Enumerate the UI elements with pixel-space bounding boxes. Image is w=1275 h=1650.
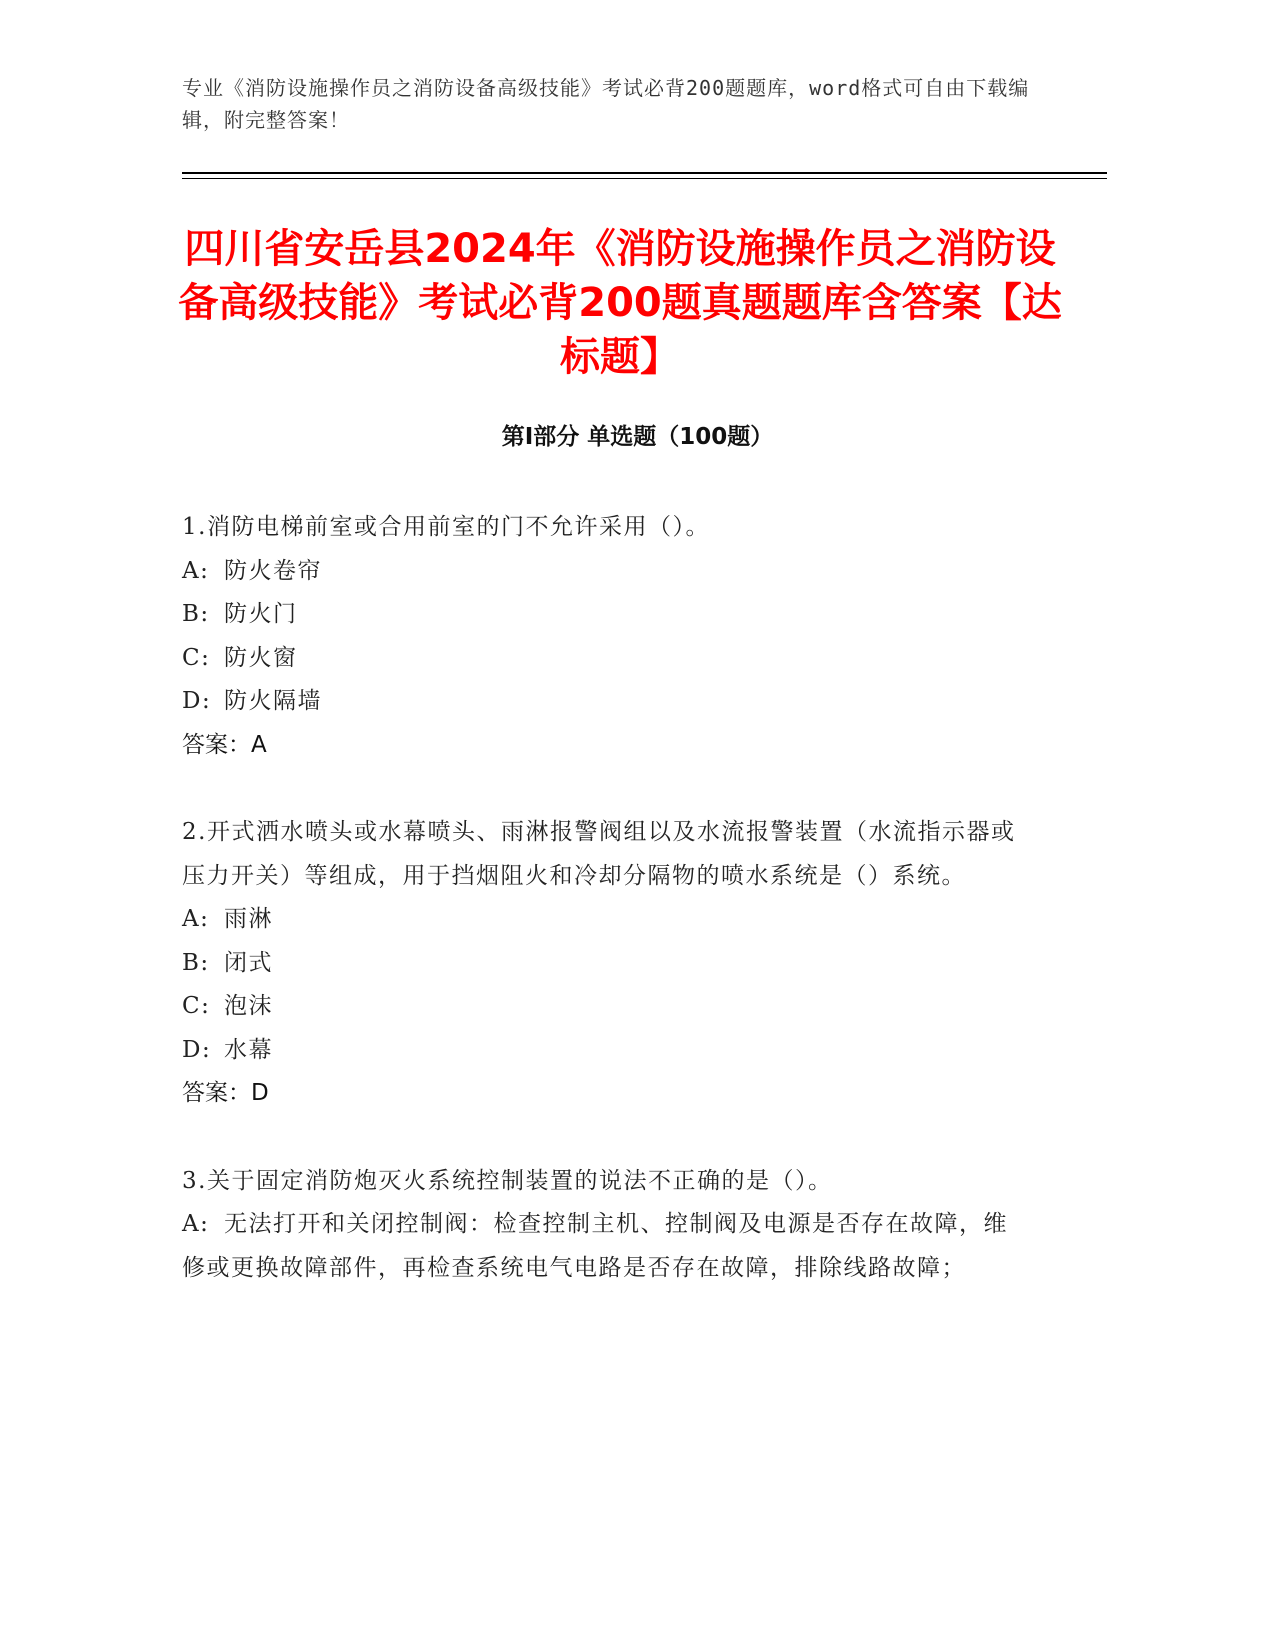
header-note: 专业《消防设施操作员之消防设备高级技能》考试必背200题题库，word格式可自由下载编辑，附完整答案！ — [182, 76, 1030, 132]
document-title: 四川省安岳县2024年《消防设施操作员之消防设备高级技能》考试必背200题真题题库含答案【达标题】 — [178, 226, 1062, 380]
question-2 — [182, 811, 1032, 1116]
option-text: 水幕 — [224, 1036, 273, 1063]
option-c — [182, 637, 1032, 681]
option-letter: B: — [182, 601, 210, 627]
answer-line: 答案：A — [182, 731, 267, 758]
option-d — [182, 1029, 1032, 1073]
option-text: 雨淋 — [224, 906, 273, 932]
option-text: 防火门 — [224, 601, 298, 627]
option-letter: A: — [182, 557, 210, 584]
header-divider-thick — [182, 172, 1107, 174]
option-a — [182, 898, 1032, 942]
option-text: 泡沫 — [224, 993, 273, 1019]
question-list — [182, 506, 1032, 1334]
question-text: 3.关于固定消防炮灭火系统控制装置的说法不正确的是（）。 — [182, 1167, 833, 1194]
option-letter: D: — [182, 688, 212, 714]
option-text: 防火卷帘 — [224, 557, 322, 584]
option-d — [182, 680, 1032, 724]
option-a — [182, 550, 1032, 594]
question-3 — [182, 1160, 1032, 1291]
option-letter: D: — [182, 1036, 212, 1063]
option-b — [182, 942, 1032, 986]
question-1 — [182, 506, 1032, 767]
question-text: 2.开式洒水喷头或水幕喷头、雨淋报警阀组以及水流报警装置（水流指示器或压力开关）等组成，用于挡烟阻火和冷却分隔物的喷水系统是（）系统。 — [182, 819, 1016, 889]
option-letter: B: — [182, 949, 210, 976]
option-b — [182, 593, 1032, 637]
option-letter: C: — [182, 993, 211, 1019]
option-text: 闭式 — [224, 949, 273, 976]
option-a — [182, 1203, 1032, 1290]
option-text: 防火窗 — [224, 644, 298, 671]
option-letter: A: — [182, 906, 210, 932]
option-text: 无法打开和关闭控制阀：检查控制主机、控制阀及电源是否存在故障，维修或更换故障部件，再检查系统电气电路是否存在故障，排除线路故障； — [182, 1211, 1008, 1281]
option-c — [182, 985, 1032, 1029]
option-letter: C: — [182, 644, 211, 671]
option-text: 防火隔墙 — [224, 688, 322, 714]
option-letter: A: — [182, 1211, 210, 1237]
header-divider-thin — [182, 178, 1107, 179]
answer-line: 答案：D — [182, 1080, 269, 1106]
section-heading: 第Ⅰ部分 单选题（100题） — [501, 424, 774, 450]
question-text: 1.消防电梯前室或合用前室的门不允许采用（）。 — [182, 514, 710, 540]
